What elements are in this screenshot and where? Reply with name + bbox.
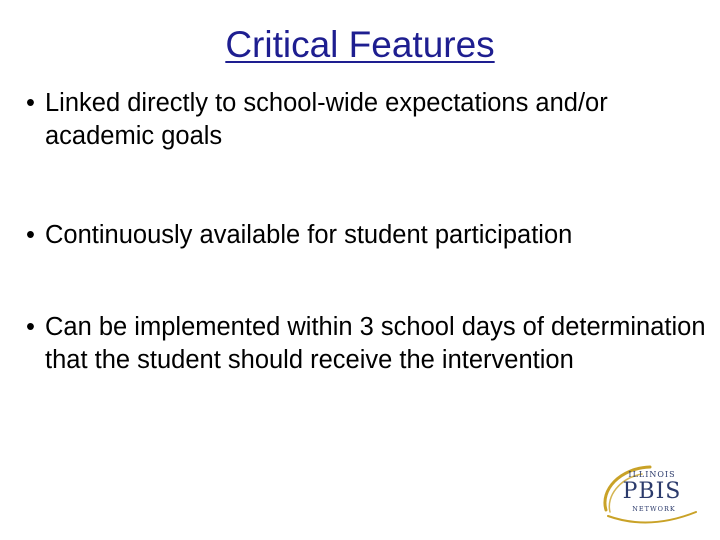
logo-underline-swoosh [608,512,696,522]
bullet-item: • Can be implemented within 3 school days of determination that the student should receive the intervention [26,311,716,377]
logo-main-text: PBIS [622,479,682,504]
illinois-pbis-network-logo [596,462,704,528]
slide-title [0,22,720,68]
logo-bottom-text: NETWORK [632,505,676,513]
logo-top-text: ILLINOIS [628,470,676,479]
logo-graphic [596,462,704,528]
bullet-item: • Linked directly to school-wide expectations and/or academic goals [26,87,716,153]
bullet-item: • Continuously available for student participation [26,219,716,252]
title-text: Critical Features [225,24,495,65]
